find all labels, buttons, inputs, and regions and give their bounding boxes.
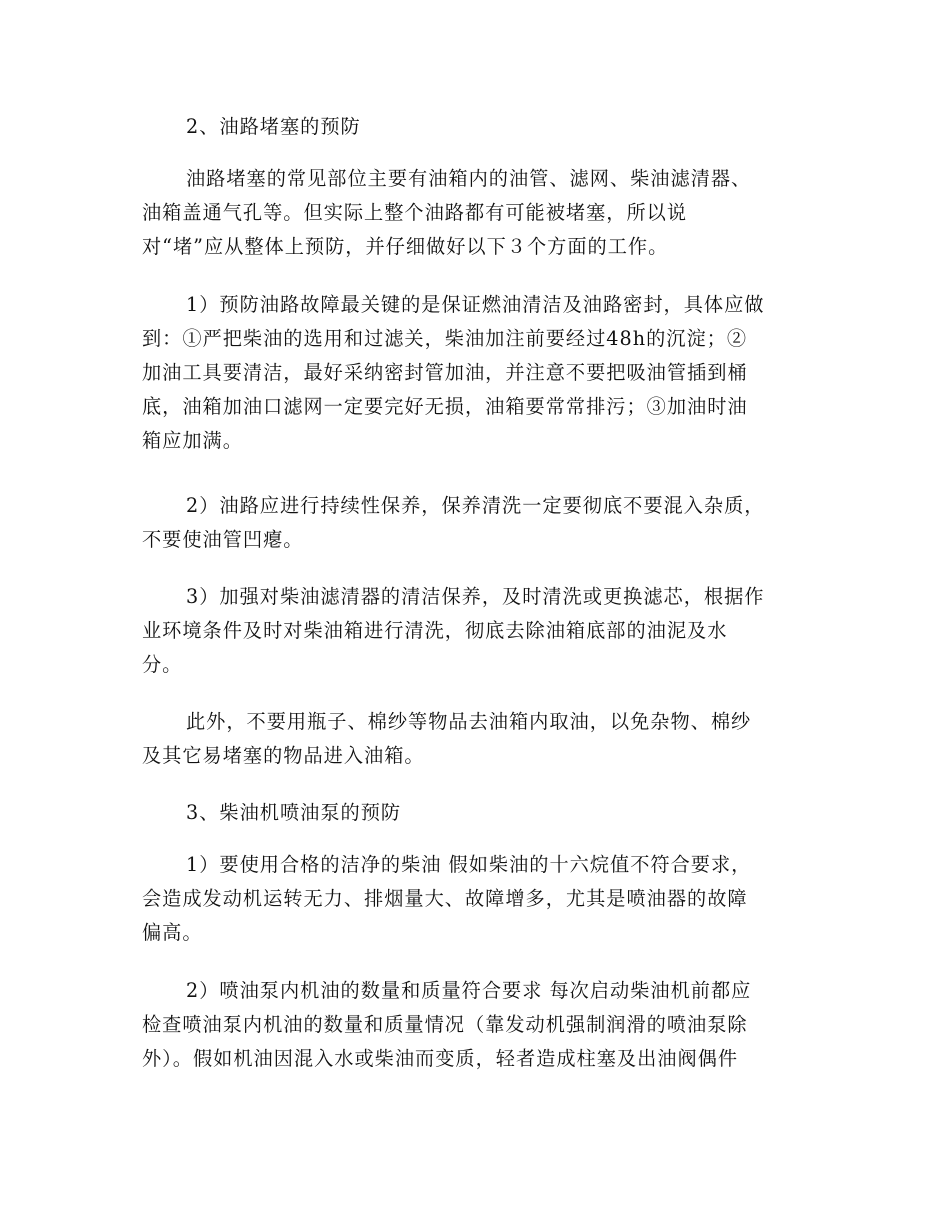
paragraph-line: 不要使油管凹瘪。: [142, 528, 304, 551]
paragraph-line: 2）喷油泵内机油的数量和质量符合要求 每次启动柴油机前都应: [186, 979, 752, 1002]
paragraph-line: 此外，不要用瓶子、棉纱等物品去油箱内取油，以免杂物、棉纱: [186, 710, 752, 733]
paragraph-line: 对“堵”应从整体上预防，并仔细做好以下３个方面的工作。: [142, 235, 669, 258]
paragraph-line: 底，油箱加油口滤网一定要完好无损，油箱要常常排污；③加油时油: [142, 395, 748, 418]
heading-line: 3、柴油机喷油泵的预防: [186, 801, 402, 824]
paragraph-line: 及其它易堵塞的物品进入油箱。: [142, 744, 425, 767]
paragraph-pump-item-1-clean-fuel: [142, 848, 812, 950]
paragraph-line: 加油工具要清洁，最好采纳密封管加油，并注意不要把吸油管插到桶: [142, 361, 748, 384]
paragraph-additional-note: [142, 705, 812, 773]
paragraph-line: 到：①严把柴油的选用和过滤关，柴油加注前要经过48h的沉淀；②: [142, 327, 748, 350]
paragraph-line: 箱应加满。: [142, 429, 243, 452]
paragraph-line: 偏高。: [142, 921, 203, 944]
heading-line: 2、油路堵塞的预防: [186, 115, 361, 138]
paragraph-line: 油路堵塞的常见部位主要有油箱内的油管、滤网、柴油滤清器、: [186, 167, 752, 190]
paragraph-line: 检查喷油泵内机油的数量和质量情况（靠发动机强制润滑的喷油泵除: [142, 1013, 748, 1036]
paragraph-line: 2）油路应进行持续性保养，保养清洗一定要彻底不要混入杂质，: [186, 494, 765, 517]
paragraph-line: 会造成发动机运转无力、排烟量大、故障增多，尤其是喷油器的故障: [142, 887, 748, 910]
section-heading-injection-pump: [142, 796, 812, 830]
paragraph-blockage-locations: [142, 162, 812, 264]
paragraph-item-2-maintenance: [142, 489, 812, 557]
paragraph-line: 业环境条件及时对柴油箱进行清洗，彻底去除油箱底部的油泥及水: [142, 619, 728, 642]
section-heading-oil-blockage: [142, 110, 812, 144]
paragraph-line: 1）要使用合格的洁净的柴油 假如柴油的十六烷值不符合要求，: [186, 853, 752, 876]
paragraph-item-3-filter-cleaning: [142, 580, 812, 682]
paragraph-line: 外）。假如机油因混入水或柴油而变质，轻者造成柱塞及出油阀偶件: [142, 1047, 739, 1070]
paragraph-item-1-fuel-cleanliness: [142, 288, 812, 458]
paragraph-pump-item-2-oil-check: [142, 974, 812, 1076]
paragraph-line: 分。: [142, 653, 183, 676]
paragraph-line: 3）加强对柴油滤清器的清洁保养，及时清洗或更换滤芯，根据作: [186, 585, 765, 608]
paragraph-line: 油箱盖通气孔等。但实际上整个油路都有可能被堵塞，所以说: [142, 201, 688, 224]
paragraph-line: 1）预防油路故障最关键的是保证燃油清洁及油路密封，具体应做: [186, 293, 765, 316]
